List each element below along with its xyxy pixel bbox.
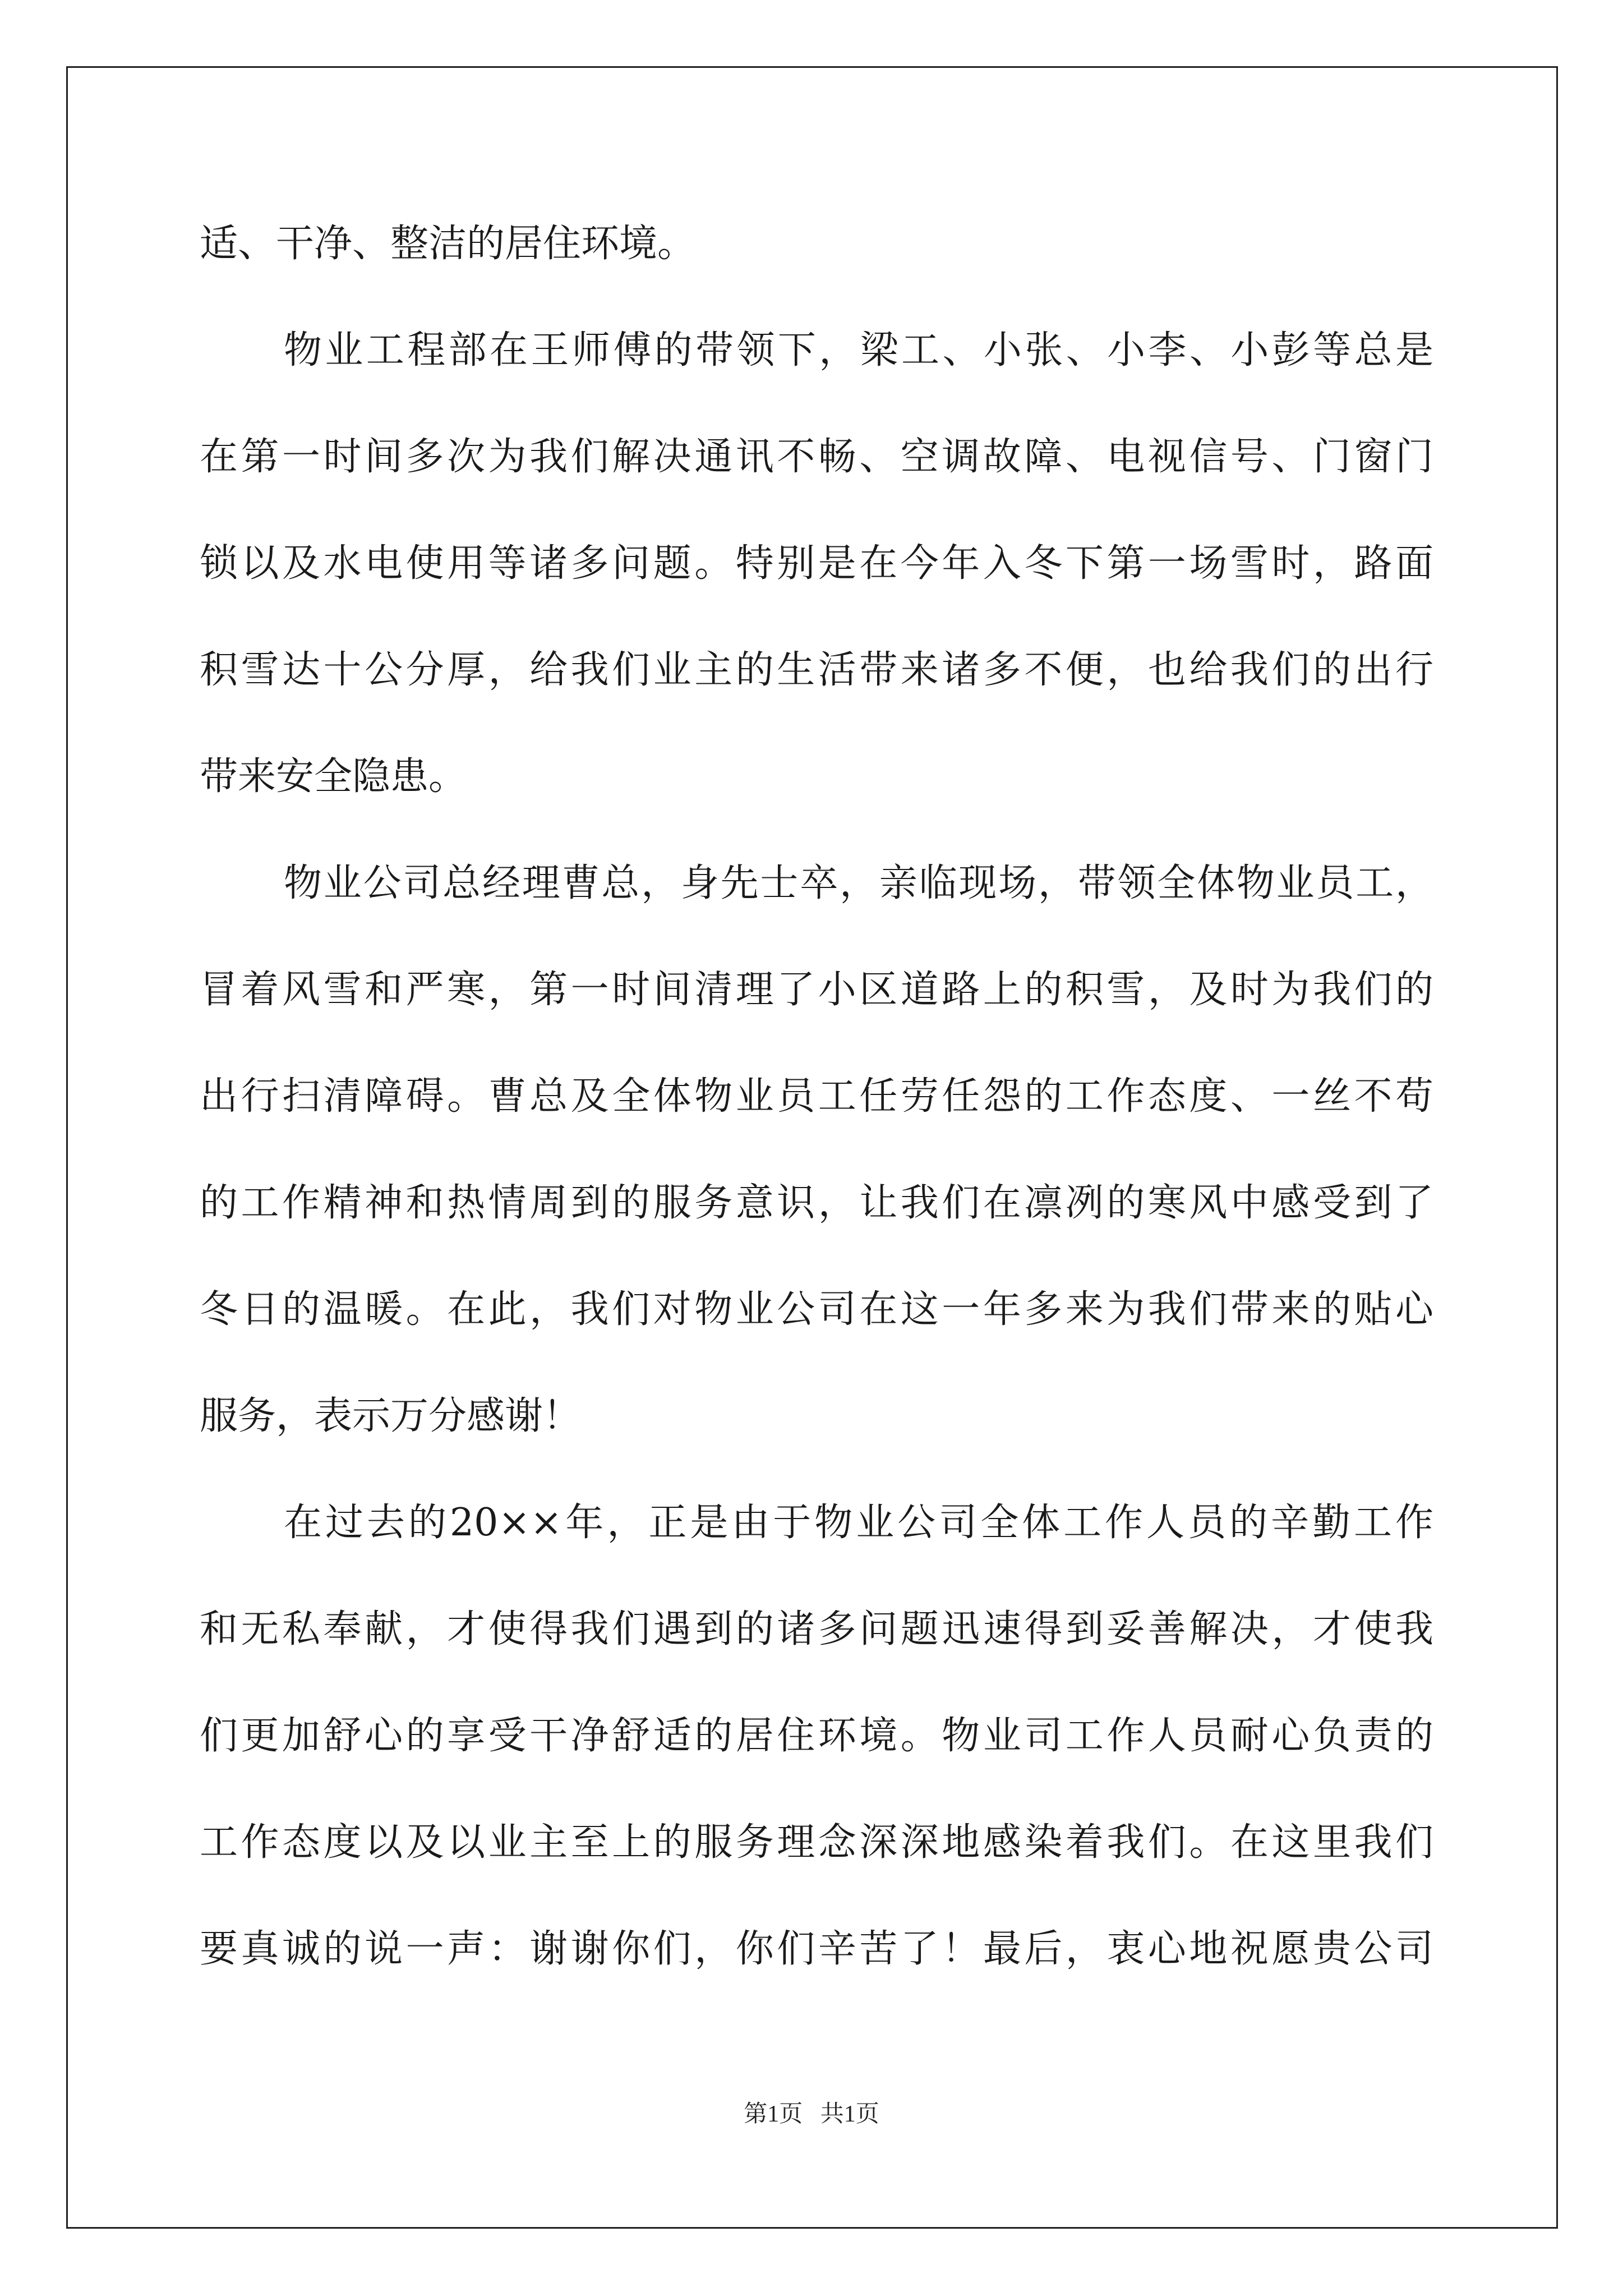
page-number-footer: 第1页 共1页 (744, 2101, 879, 2127)
text-line: 带来安全隐患。 (200, 754, 467, 799)
text-line: 适、干净、整洁的居住环境。 (200, 222, 696, 266)
text-line: 工作态度以及以业主至上的服务理念深深地感染着我们。在这里我们 (200, 1820, 1433, 1865)
text-line: 服务，表示万分感谢！ (200, 1394, 582, 1438)
text-line: 们更加舒心的享受干净舒适的居住环境。物业司工作人员耐心负责的 (200, 1714, 1433, 1758)
text-line: 在过去的20××年，正是由于物业公司全体工作人员的辛勤工作 (284, 1501, 1433, 1545)
text-line: 出行扫清障碍。曹总及全体物业员工任劳任怨的工作态度、一丝不苟 (200, 1074, 1433, 1119)
text-line: 要真诚的说一声：谢谢你们，你们辛苦了！最后，衷心地祝愿贵公司 (200, 1927, 1433, 1971)
text-line: 和无私奉献，才使得我们遇到的诸多问题迅速得到妥善解决，才使我 (200, 1607, 1433, 1651)
text-line: 物业工程部在王师傅的带领下，梁工、小张、小李、小彭等总是 (284, 328, 1433, 372)
text-line: 的工作精神和热情周到的服务意识，让我们在凛冽的寒风中感受到了 (200, 1181, 1433, 1225)
text-line: 积雪达十公分厚，给我们业主的生活带来诸多不便，也给我们的出行 (200, 648, 1433, 692)
text-line: 物业公司总经理曹总，身先士卒，亲临现场，带领全体物业员工， (284, 861, 1433, 905)
text-line: 冬日的温暖。在此，我们对物业公司在这一年多来为我们带来的贴心 (200, 1287, 1433, 1332)
text-line: 锁以及水电使用等诸多问题。特别是在今年入冬下第一场雪时，路面 (200, 541, 1433, 586)
document-body (200, 191, 1433, 2003)
text-line: 冒着风雪和严寒，第一时间清理了小区道路上的积雪，及时为我们的 (200, 968, 1433, 1012)
text-line: 在第一时间多次为我们解决通讯不畅、空调故障、电视信号、门窗门 (200, 435, 1433, 479)
